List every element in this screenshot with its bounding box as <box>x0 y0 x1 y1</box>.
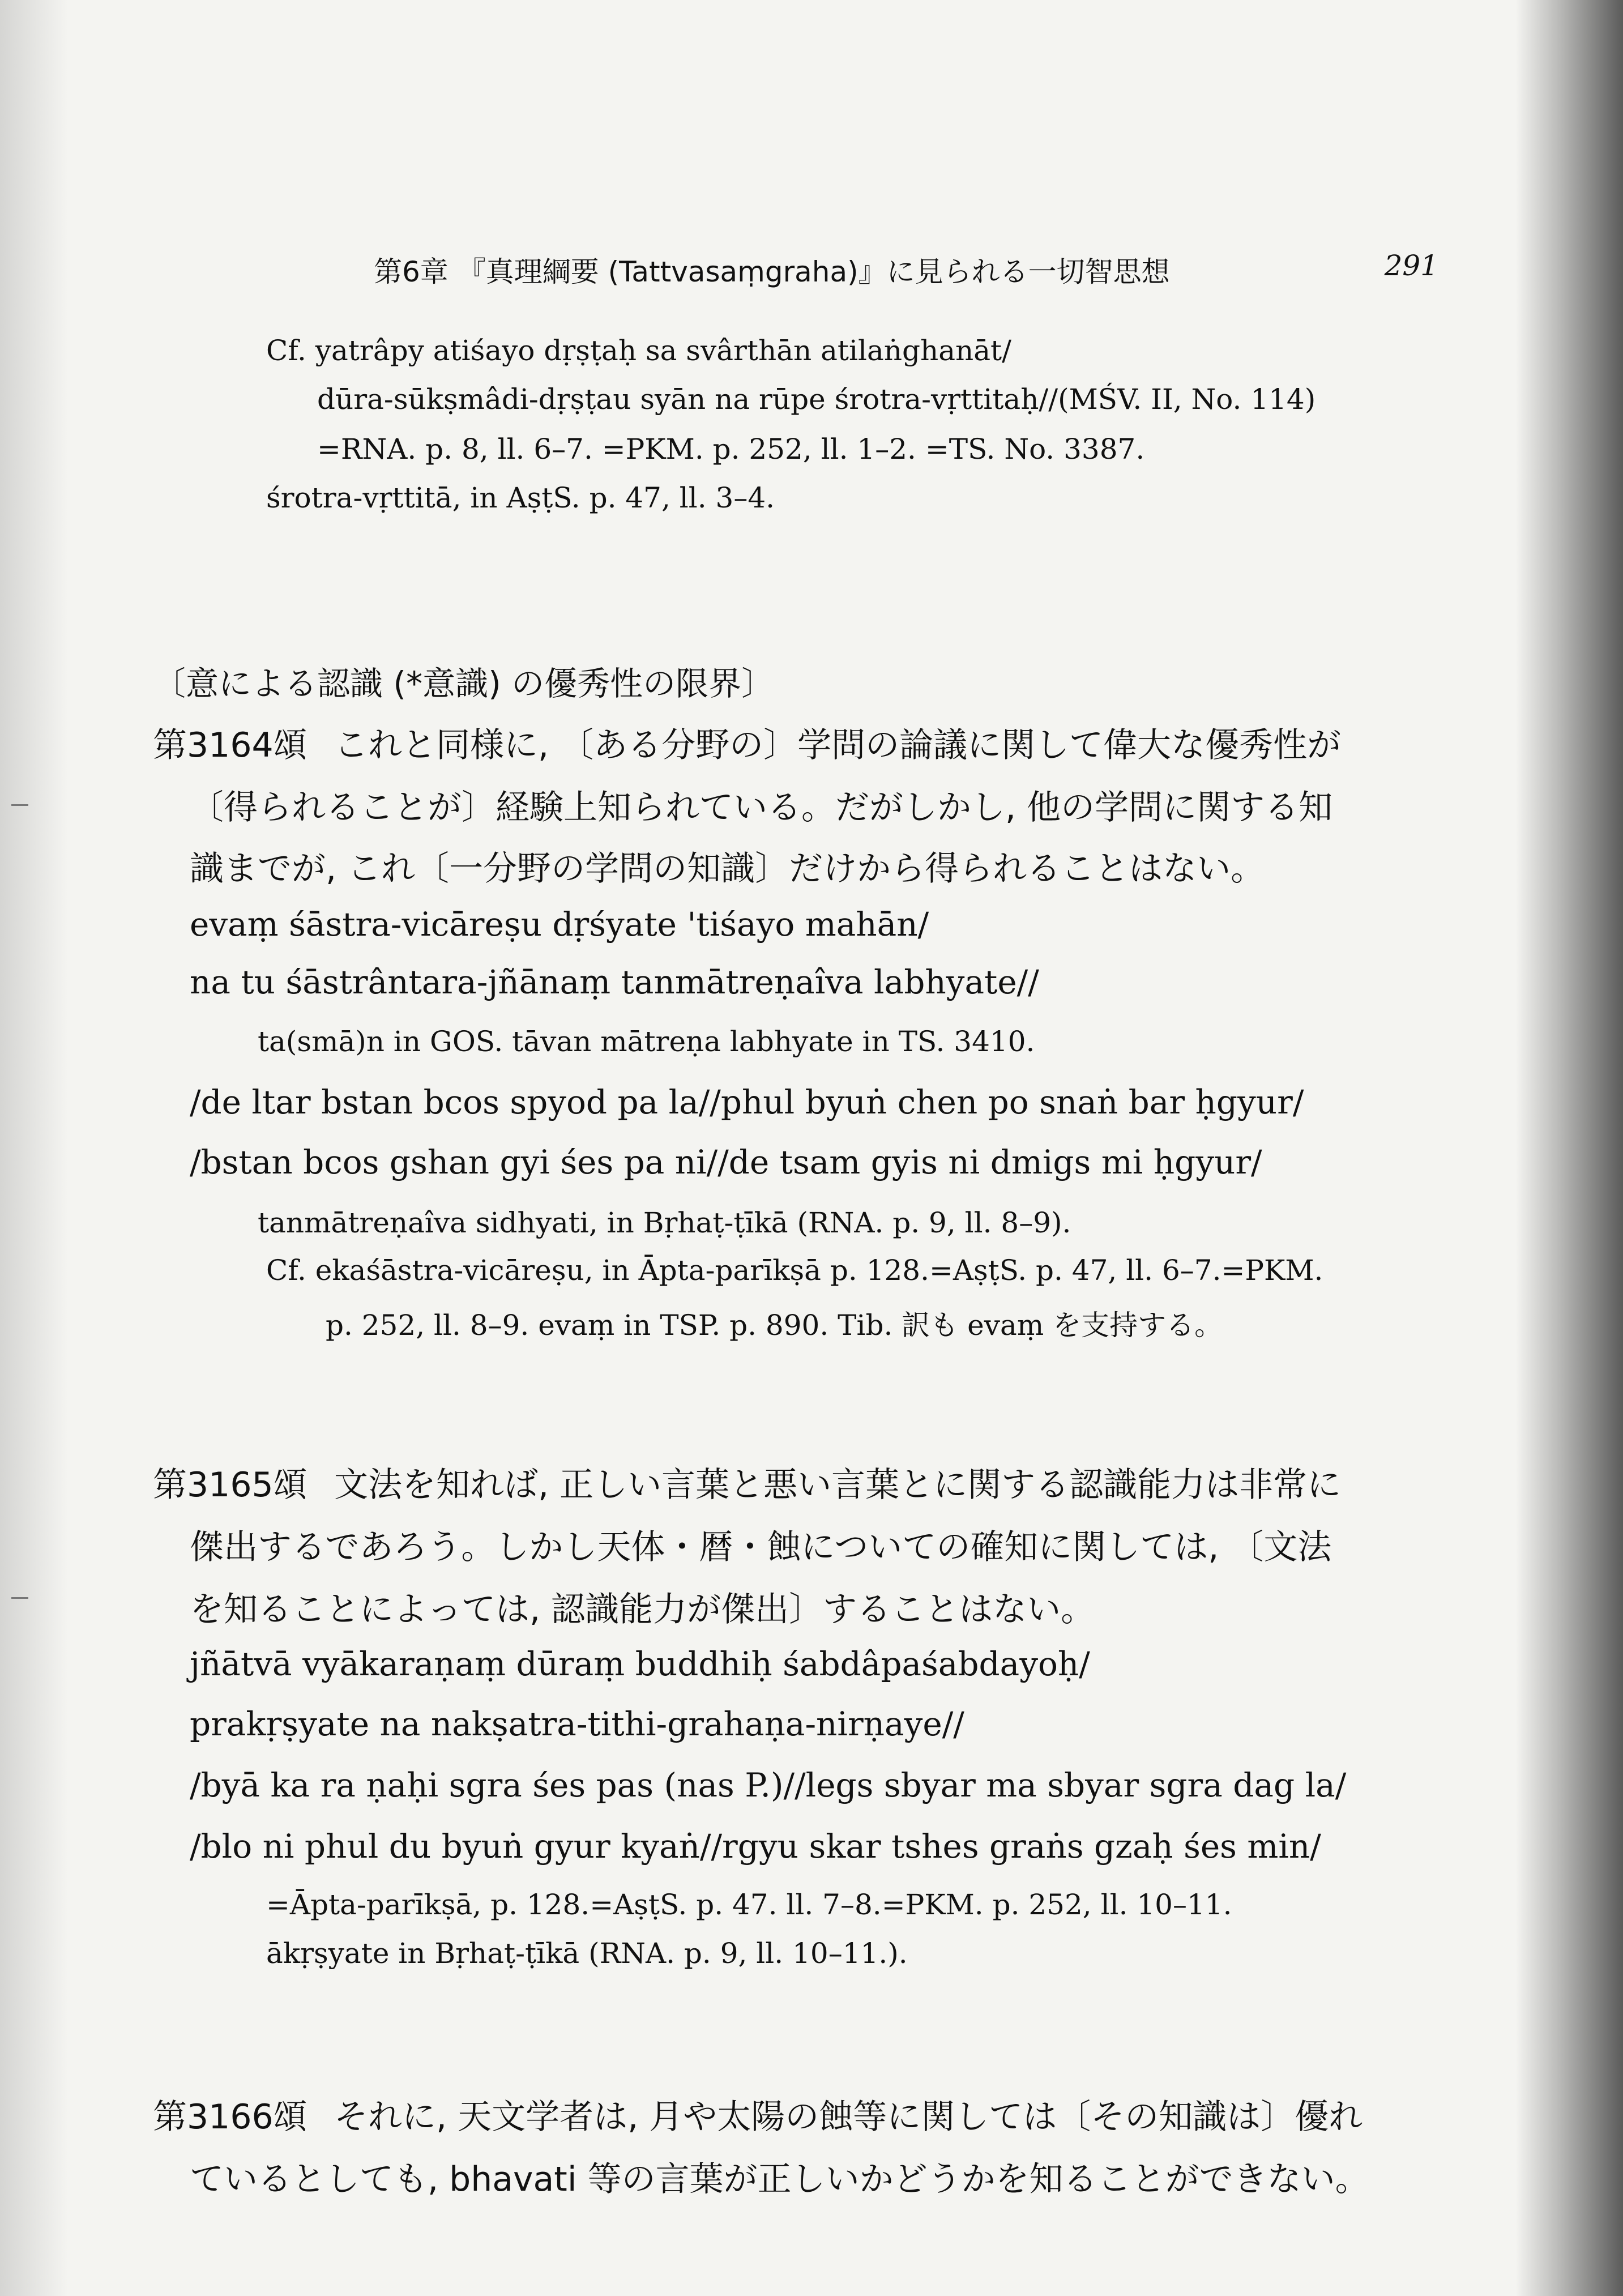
cf-line: Cf. yatrâpy atiśayo dṛṣṭaḥ sa svârthān atilaṅghanāt/ <box>266 334 1011 367</box>
page-number: 291 <box>1384 249 1438 282</box>
tibetan-line: /blo ni phul du byuṅ gyur kyaṅ//rgyu skar tshes graṅs gzaḥ śes min/ <box>190 1827 1321 1866</box>
section-heading: 〔意による認識 (*意識) の優秀性の限界〕 <box>153 664 775 703</box>
verse-jp-line: 〔得られることが〕経験上知られている。だがしかし, 他の学問に関する知 <box>190 788 1333 827</box>
verse-jp-line: を知ることによっては, 認識能力が傑出〕することはない。 <box>190 1590 1095 1629</box>
variant-note: Cf. ekaśāstra-vicāreṣu, in Āpta-parīkṣā p. 128.=AṣṭS. p. 47, ll. 6–7.=PKM. <box>266 1254 1323 1287</box>
verse-jp-line: ているとしても, bhavati 等の言葉が正しいかどうかを知ることができない。 <box>190 2160 1369 2199</box>
tibetan-line: /byā ka ra ṇaḥi sgra śes pas (nas P.)//legs sbyar ma sbyar sgra dag la/ <box>190 1766 1347 1804</box>
verse-jp-line: それに, 天文学者は, 月や太陽の蝕等に関しては〔その知識は〕優れ <box>334 2097 1363 2137</box>
cf-line: dūra-sūkṣmâdi-dṛṣṭau syān na rūpe śrotra-vṛttitaḥ//(MŚV. II, No. 114) <box>317 383 1316 416</box>
sanskrit-line: prakṛṣyate na nakṣatra-tithi-grahaṇa-nirṇaye// <box>190 1705 964 1743</box>
chapter-title: 第6章 『真理綱要 (Tattvasaṃgraha)』に見られる一切智思想 <box>374 255 1170 288</box>
cf-line: =RNA. p. 8, ll. 6–7. =PKM. p. 252, ll. 1–2. =TS. No. 3387. <box>317 433 1145 466</box>
variant-note: ta(smā)n in GOS. tāvan mātreṇa labhyate in TS. 3410. <box>258 1025 1035 1058</box>
verse-jp-line: 傑出するであろう。しかし天体・暦・蝕についての確知に関しては, 〔文法 <box>190 1527 1332 1567</box>
variant-note: tanmātreṇaîva sidhyati, in Bṛhaṭ-ṭīkā (RNA. p. 9, ll. 8–9). <box>258 1206 1071 1239</box>
verse-label: 第3165頌 <box>153 1465 307 1505</box>
margin-mark <box>11 1597 28 1599</box>
sanskrit-line: jñātvā vyākaraṇaṃ dūraṃ buddhiḥ śabdâpaśabdayoḥ/ <box>190 1645 1090 1683</box>
sanskrit-line: evaṃ śāstra-vicāreṣu dṛśyate 'tiśayo mahān/ <box>190 905 929 944</box>
verse-jp-line: 文法を知れば, 正しい言葉と悪い言葉とに関する認識能力は非常に <box>334 1465 1342 1505</box>
sanskrit-line: na tu śāstrântara-jñānaṃ tanmātreṇaîva labhyate// <box>190 963 1039 1001</box>
verse-jp-line: 識までが, これ〔一分野の学問の知識〕だけから得られることはない。 <box>190 849 1265 889</box>
variant-note: ākṛṣyate in Bṛhaṭ-ṭīkā (RNA. p. 9, ll. 10–11.). <box>266 1937 908 1970</box>
cf-line: śrotra-vṛttitā, in AṣṭS. p. 47, ll. 3–4. <box>266 481 775 514</box>
variant-note: =Āpta-parīkṣā, p. 128.=AṣṭS. p. 47. ll. 7–8.=PKM. p. 252, ll. 10–11. <box>266 1888 1232 1921</box>
margin-mark <box>11 804 28 806</box>
verse-label: 第3164頌 <box>153 725 307 765</box>
variant-note: p. 252, ll. 8–9. evaṃ in TSP. p. 890. Tib. 訳も evaṃ を支持する。 <box>326 1309 1223 1342</box>
verse-label: 第3166頌 <box>153 2097 307 2137</box>
verse-jp-line: これと同様に, 〔ある分野の〕学問の論議に関して偉大な優秀性が <box>334 725 1342 765</box>
tibetan-line: /bstan bcos gshan gyi śes pa ni//de tsam gyis ni dmigs mi ḥgyur/ <box>190 1143 1262 1181</box>
tibetan-line: /de ltar bstan bcos spyod pa la//phul byuṅ chen po snaṅ bar ḥgyur/ <box>190 1083 1304 1121</box>
